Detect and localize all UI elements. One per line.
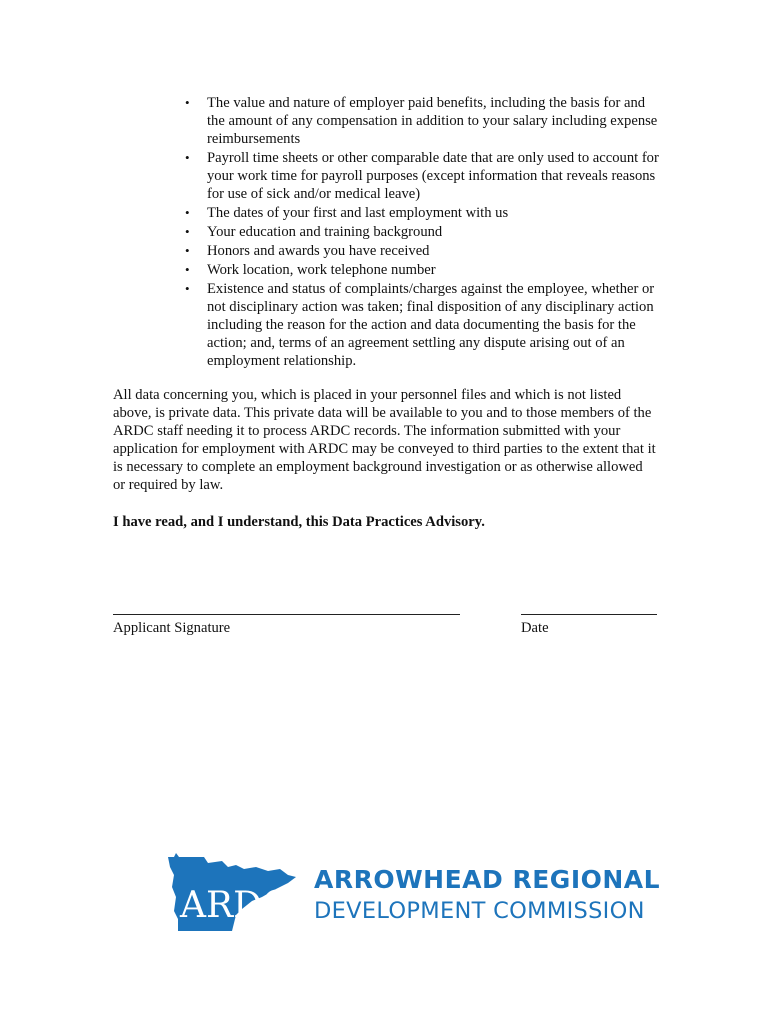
list-item: [183, 261, 663, 279]
data-list: [183, 94, 663, 371]
bullet-icon: •: [185, 262, 190, 277]
applicant-signature-label: Applicant Signature: [113, 620, 231, 636]
list-item: [183, 242, 663, 260]
date-label: Date: [521, 620, 549, 636]
list-item-text: Payroll time sheets or other comparable date that are only used to account for your work time for payroll purposes (except information that reveals reasons for use of sick and/or medical leave): [207, 150, 659, 202]
bullet-icon: •: [185, 224, 190, 239]
list-item: [183, 204, 663, 222]
acknowledgement-statement: I have read, and I understand, this Data Practices Advisory.: [113, 514, 485, 530]
bullet-icon: •: [185, 150, 190, 165]
applicant-signature-line[interactable]: [113, 614, 460, 615]
bullet-icon: •: [185, 281, 190, 296]
logo-line-2: DEVELOPMENT COMMISSION: [314, 898, 645, 924]
bullet-icon: •: [185, 95, 190, 110]
private-data-paragraph: All data concerning you, which is placed in your personnel files and which is not listed above, is private data. This private data will be available to you and to those members of the ARDC staff needing it to process ARDC records. The information submitted with your application for employment with ARDC may be conveyed to third parties to the extent that it is necessary to complete an employment background investigation or as otherwise allowed or required by law.: [113, 387, 656, 493]
list-item: [183, 223, 663, 241]
list-item: [183, 94, 663, 148]
list-item: [183, 149, 663, 203]
list-item-text: Existence and status of complaints/charges against the employee, whether or not disciplinary action was taken; final disposition of any disciplinary action including the reason for the action and data documenting the basis for the action; and, terms of an agreement settling any dispute arising out of an employment relationship.: [207, 281, 655, 369]
list-item-text: Work location, work telephone number: [207, 262, 436, 278]
bullet-icon: •: [185, 205, 190, 220]
ardc-logo: [164, 853, 664, 933]
list-item: [183, 280, 663, 370]
logo-abbreviation: ARDC: [180, 885, 290, 926]
list-item-text: The dates of your first and last employment with us: [207, 205, 509, 221]
list-item-text: Your education and training background: [207, 224, 443, 240]
list-item-text: The value and nature of employer paid benefits, including the basis for and the amount of any compensation in addition to your salary including expense reimbursements: [207, 95, 658, 147]
date-line[interactable]: [521, 614, 657, 615]
minnesota-arrowhead-map-icon: [164, 853, 304, 933]
list-item-text: Honors and awards you have received: [207, 243, 430, 259]
logo-line-1: ARROWHEAD REGIONAL: [314, 865, 661, 894]
bullet-icon: •: [185, 243, 190, 258]
